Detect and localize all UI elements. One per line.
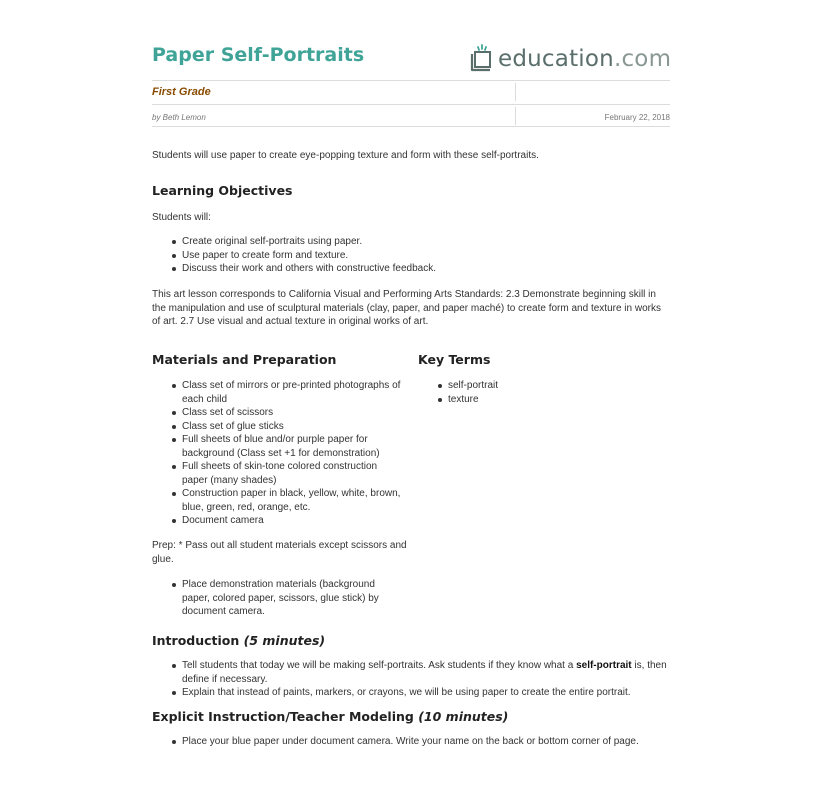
- objectives-lead: Students will:: [152, 212, 211, 223]
- list-item: [172, 659, 672, 686]
- list-item: Class set of glue sticks: [172, 420, 404, 434]
- list-item: Document camera: [172, 514, 404, 528]
- header-divider: [152, 80, 670, 81]
- list-item: texture: [438, 393, 638, 407]
- list-item: Class set of scissors: [172, 406, 404, 420]
- author-byline: by Beth Lemon: [152, 113, 206, 122]
- introduction-list: [172, 659, 672, 700]
- byline-divider: [152, 126, 670, 127]
- book-logo-icon: [466, 44, 496, 74]
- explicit-instruction-heading: [152, 709, 508, 724]
- list-item: Discuss their work and others with constructive feedback.: [172, 262, 672, 276]
- materials-list: [172, 379, 404, 528]
- grade-label: First Grade: [152, 86, 211, 98]
- header-vertical-divider: [515, 83, 516, 101]
- intro-paragraph: Students will use paper to create eye-popping texture and form with these self-portraits.: [152, 150, 539, 161]
- grade-divider: [152, 104, 670, 105]
- objectives-list: [172, 235, 672, 276]
- introduction-duration: (5 minutes): [243, 633, 326, 648]
- intro-item-text: Tell students that today we will be making self-portraits. Ask students if they know what a: [182, 660, 577, 671]
- list-item: Class set of mirrors or pre-printed photographs of each child: [172, 379, 404, 406]
- list-item: Create original self-portraits using paper.: [172, 235, 672, 249]
- key-terms-heading: Key Terms: [418, 352, 491, 367]
- list-item: Full sheets of skin-tone colored construction paper (many shades): [172, 460, 404, 487]
- list-item: Explain that instead of paints, markers, or crayons, we will be using paper to create the entire portrait.: [172, 686, 672, 700]
- logo-wordmark: [498, 46, 671, 72]
- list-item: Use paper to create form and texture.: [172, 249, 672, 263]
- key-terms-list: [438, 379, 638, 406]
- byline-vertical-divider: [515, 107, 516, 125]
- list-item: Place demonstration materials (background paper, colored paper, scissors, glue stick) by document camera.: [172, 578, 397, 619]
- page-title: Paper Self-Portraits: [152, 44, 365, 66]
- logo-tld: .com: [613, 46, 672, 72]
- education-logo: [466, 42, 671, 76]
- introduction-heading: [152, 633, 325, 648]
- explicit-list: [172, 735, 672, 749]
- intro-item-text-end: is, then define if necessary.: [182, 660, 667, 685]
- prep-list: [172, 578, 397, 619]
- explicit-heading-text: Explicit Instruction/Teacher Modeling: [152, 709, 414, 724]
- standards-paragraph: This art lesson corresponds to California Visual and Performing Arts Standards: 2.3 Demonstrate beginning skill in the manipulation and use of sculptural materials (clay, paper, and paper maché) to create form and texture in works of art. 2.7 Use visual and actual texture in original works of art.: [152, 289, 661, 327]
- logo-name: education: [498, 46, 614, 72]
- intro-item-bold-term: self-portrait: [576, 660, 632, 671]
- list-item: self-portrait: [438, 379, 638, 393]
- materials-heading: Materials and Preparation: [152, 352, 337, 367]
- list-item: Construction paper in black, yellow, white, brown, blue, green, red, orange, etc.: [172, 487, 404, 514]
- explicit-duration: (10 minutes): [418, 709, 509, 724]
- prep-paragraph: Prep: * Pass out all student materials except scissors and glue.: [152, 540, 407, 565]
- list-item: Full sheets of blue and/or purple paper for background (Class set +1 for demonstration): [172, 433, 404, 460]
- objectives-heading: Learning Objectives: [152, 183, 293, 198]
- publish-date: February 22, 2018: [604, 113, 670, 122]
- list-item: Place your blue paper under document camera. Write your name on the back or bottom corner of page.: [172, 735, 672, 749]
- introduction-heading-text: Introduction: [152, 633, 240, 648]
